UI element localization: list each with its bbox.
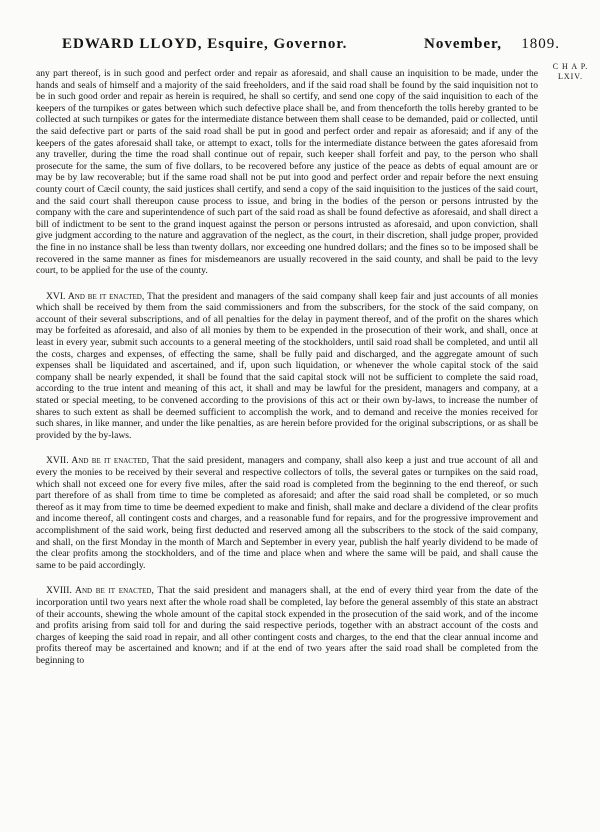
paragraph-continued: any part thereof, is in such good and perfect order and repair as aforesaid, and shall cause an inquisition to be made, under the hands and seals of himself and a majority of the said freeholders, and if the said road shall be found by the said inquisition not to be in such good order and repair as herein is required, he shall so certify, and send one copy of the said inquisition to each of the keepers of the turnpikes or gates between which such defective place shall be, and from thenceforth the tolls hereby granted to be collected at such turnpikes or gates for the intermediate distance between them shall cease to be demanded, paid or collected, until the said defective part or parts of the said road shall be put in good and perfect order and repair as aforesaid; and if any of the keepers of the gates aforesaid shall take, or attempt to exact, tolls for the intermediate distance between the gates aforesaid from any traveller, during the time the road shall continue out of repair, such keeper shall forfeit and pay, to the person who shall prosecute for the same, the sum of five dollars, to be recovered before any justice of the peace as debts of equal amount are or may be by law recoverable; but if the same road shall not be put into good and perfect order and repair before the next ensuing county court of Cæcil county, the said justices shall certify, and send a copy of the said inquisition to the justices of the said court, and the said court shall thereupon cause process to issue, and bring in the bodies of the person or persons intrusted by the company with the care and superintendence of such part of the said road as shall be found defective as aforesaid, and shall direct a bill of indictment to be sent to the grand inquest against the person or persons intrusted as aforesaid, and upon conviction, shall give judgment according to the nature and aggravation of the neglect, as the court, in their discretion, shall judge proper, provided the fine in no instance shall be less than twenty dollars, nor exceeding one hundred dollars; and the fines so to be imposed shall be recovered in the same manner as fines for misdemeanors are usually recovered in the said county, and shall be paid to the levy court, to be applied for the use of the county.: [36, 68, 538, 277]
header-year: 1809.: [521, 36, 560, 52]
running-header: [62, 36, 560, 62]
section-xvii-text: That the said president, managers and company, shall also keep a just and true account of all and every the monies to be received by their several and respective collectors of tolls, the several gates or turnpikes on the said road, which shall not exceed one for every five miles, after the said road is completed from the beginning to the end thereof, or such part therefore of as shall from time to time be completed as aforesaid; and after the said road shall be completed, or so much thereof as it may from time to time be deemed expedient to make and finish, shall make and declare a dividend of the clear profits and income thereof, all contingent costs and charges, and a reasonable fund for repairs, and for the progressive improvement and accomplishment of the said work, being first deducted and reserved among all the subscribers to the stock of the said company, and shall, on the first Monday in the month of March and September in every year, publish the half yearly dividend to be made of the clear profits among the stockholders, and of the time and place when and where the same will be paid, and shall cause the same to be paid accordingly.: [36, 455, 538, 571]
section-xvii: [36, 455, 538, 571]
section-xvi-text: That the president and managers of the said company shall keep fair and just accounts of all monies which shall be received by them from the said commissioners and from the subscribers, for the stock of the said company, on account of their several subscriptions, and of all penalties for the delay in payment thereof, and of the profit on the shares which may be forfeited as aforesaid, and also of all monies by them to be expended in the prosecution of their work, and shall, once at least in every year, submit such accounts to a general meeting of the stockholders, until said road shall be completed, and until all the costs, charges and expenses, of effecting the same, shall be fully paid and discharged, and the aggregate amount of such expenses shall be liquidated and ascertained, and if, upon such liquidation, or whenever the whole capital stock of the said company shall be nearly expended, it shall be found that the said capital stock will not be sufficient to complete the said road, according to the true intent and meaning of this act, it shall and may be lawful for the president, managers and company, at a stated or special meeting, to be convened according to the provisions of this act or their own by-laws, to increase the number of shares to such extent as shall be deemed sufficient to accomplish the work, and to demand and receive the monies received for such shares, in like manner, and under the like penalties, as are herein before provided for the original subscriptions, or as shall be provided by the by-laws.: [36, 290, 539, 441]
section-xvi-lead: XVI. And be it enacted,: [46, 290, 145, 302]
section-xviii: [36, 585, 538, 666]
chapter-number: LXIV.: [557, 72, 584, 81]
section-xviii-text: That the said president and managers shall, at the end of every third year from the date of the incorporation until two years next after the whole road shall be completed, lay before the general assembly of this state an abstract of their accounts, shewing the whole amount of the capital stock expended in the prosecution of the said work, and of the income and profits arising from said toll for and during the said respective periods, together with an abstract account of the costs and charges of keeping the said road in repair, and all other contingent costs and charges, to the end that the clear annual income and profits thereof may be ascertained and known; and if at the end of two years after the said road shall be completed from the beginning to: [36, 585, 538, 666]
section-xvii-lead: XVII. And be it enacted,: [46, 455, 149, 467]
section-xvi: [36, 291, 538, 442]
section-xviii-lead: XVIII. And be it enacted,: [46, 585, 154, 597]
header-month: November,: [424, 36, 503, 52]
body-text: [36, 68, 538, 667]
chapter-margin-note: [548, 62, 593, 82]
chapter-label: C H A P.: [552, 62, 589, 71]
header-title: EDWARD LLOYD, Esquire, Governor.: [62, 36, 348, 52]
